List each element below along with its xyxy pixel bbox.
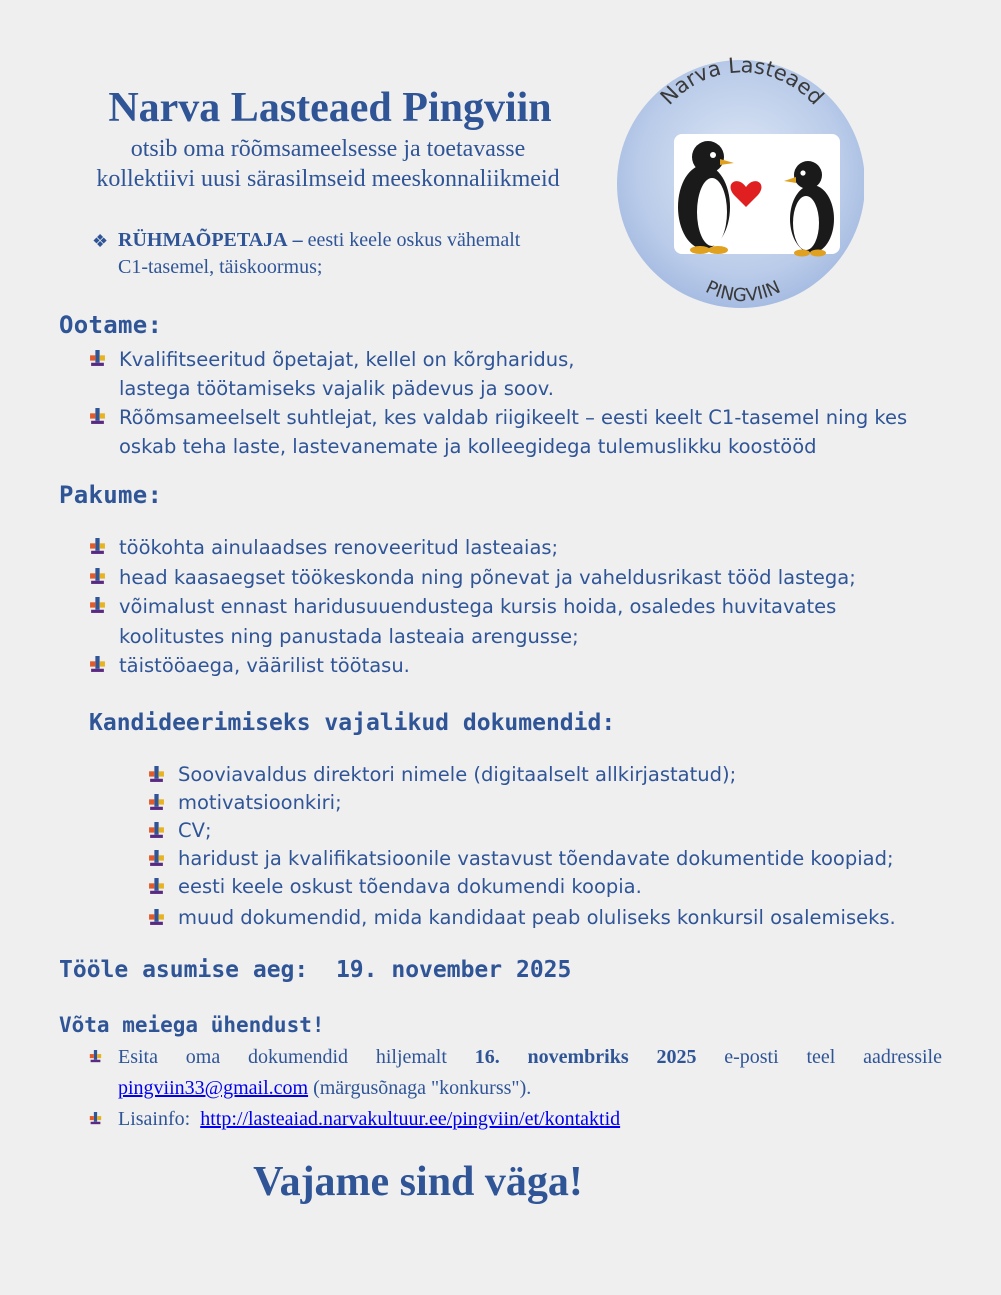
position-title: RÜHMAÕPETAJA <box>118 229 288 251</box>
list-item: motivatsioonkiri; <box>148 789 968 817</box>
contact-line-2 <box>118 1073 942 1104</box>
list-item: haridust ja kvalifikatsioonile vastavust tõendavate dokumentide koopiad; <box>148 845 968 873</box>
start-date-line <box>59 957 571 983</box>
contact-line-1: Esita oma dokumendid hiljemalt 16. novembriks 2025 e-posti teel aadressile <box>118 1046 942 1068</box>
arrow-bullet-icon <box>89 597 106 614</box>
info-label: Lisainfo: <box>118 1108 191 1130</box>
position-dash: – <box>292 229 303 251</box>
list-item: muud dokumendid, mida kandidaat peab oluliseks konkursil osalemiseks. <box>148 904 968 932</box>
info-url-link[interactable]: http://lasteaiad.narvakultuur.ee/pingviin/et/kontaktid <box>200 1108 621 1130</box>
list-item: Kvalifitseeritud õpetajat, kellel on kõrgharidus, lastega töötamiseks vajalik pädevus ja soov. <box>89 345 959 403</box>
contact-heading: Võta meiega ühendust! <box>59 1013 325 1037</box>
arrow-bullet-icon <box>148 850 165 867</box>
arrow-bullet-icon <box>148 766 165 783</box>
arrow-bullet-icon <box>89 1112 102 1125</box>
list-item: võimalust ennast haridusuuendustega kursis hoida, osaledes huvitavates koolitustes ning panustada lasteaia arengusse; <box>89 592 949 651</box>
page-title: Narva Lasteaed Pingviin <box>108 85 552 131</box>
arrow-bullet-icon <box>89 1050 102 1063</box>
arrow-bullet-icon <box>148 909 165 926</box>
position-description-1: eesti keele oskus vähemalt <box>307 229 521 251</box>
list-item: Sooviavaldus direktori nimele (digitaalselt allkirjastatud); <box>148 761 968 789</box>
kindergarten-logo <box>616 47 864 321</box>
arrow-bullet-icon <box>148 794 165 811</box>
logo-top-text: Narva Lasteaed <box>655 53 829 110</box>
position-block <box>92 227 612 281</box>
list-item: töökohta ainulaadses renoveeritud lasteaias; <box>89 533 949 563</box>
arrow-bullet-icon <box>89 408 106 425</box>
list-item <box>89 1042 942 1104</box>
ootame-list <box>89 345 959 461</box>
list-item: CV; <box>148 817 968 845</box>
contact-list <box>89 1042 942 1135</box>
arrow-bullet-icon <box>89 656 106 673</box>
arrow-bullet-icon <box>89 350 106 367</box>
arrow-bullet-icon <box>148 878 165 895</box>
list-item: head kaasaegset töökeskonda ning põnevat ja vaheldusrikast tööd lastega; <box>89 563 949 593</box>
list-item <box>89 1104 942 1135</box>
diamond-bullet-icon: ❖ <box>92 231 109 251</box>
ootame-heading: Ootame: <box>59 311 163 339</box>
list-item: Rõõmsameelselt suhtlejat, kes valdab riigikeelt – eesti keelt C1-tasemel ning kes oskab teha laste, lastevanemate ja kolleegidega tulemuslikku koostööd <box>89 403 959 461</box>
arrow-bullet-icon <box>89 538 106 555</box>
position-description-2: C1-tasemel, täiskoormus; <box>118 256 323 278</box>
start-date-value: 19. november 2025 <box>335 957 572 983</box>
subtitle-line-1: otsib oma rõõmsameelsesse ja toetavasse <box>130 136 526 162</box>
pakume-heading: Pakume: <box>59 481 163 509</box>
email-note: (märgusõnaga "konkurss"). <box>313 1077 532 1099</box>
list-item: eesti keele oskust tõendava dokumendi koopia. <box>148 873 968 901</box>
subtitle-line-2: kollektiivi uusi särasilmseid meeskonnaliikmeid <box>96 166 560 192</box>
start-date-label: Tööle asumise aeg: <box>59 957 309 983</box>
list-item: täistööaega, väärilist töötasu. <box>89 651 949 681</box>
arrow-bullet-icon <box>148 822 165 839</box>
documents-list <box>148 761 968 932</box>
email-link[interactable]: pingviin33@gmail.com <box>118 1077 309 1099</box>
closing-slogan: Vajame sind väga! <box>253 1159 583 1205</box>
pakume-list <box>89 533 949 681</box>
documents-heading: Kandideerimiseks vajalikud dokumendid: <box>89 710 616 736</box>
logo-bottom-text: PINGVIIN <box>702 276 784 307</box>
arrow-bullet-icon <box>89 568 106 585</box>
